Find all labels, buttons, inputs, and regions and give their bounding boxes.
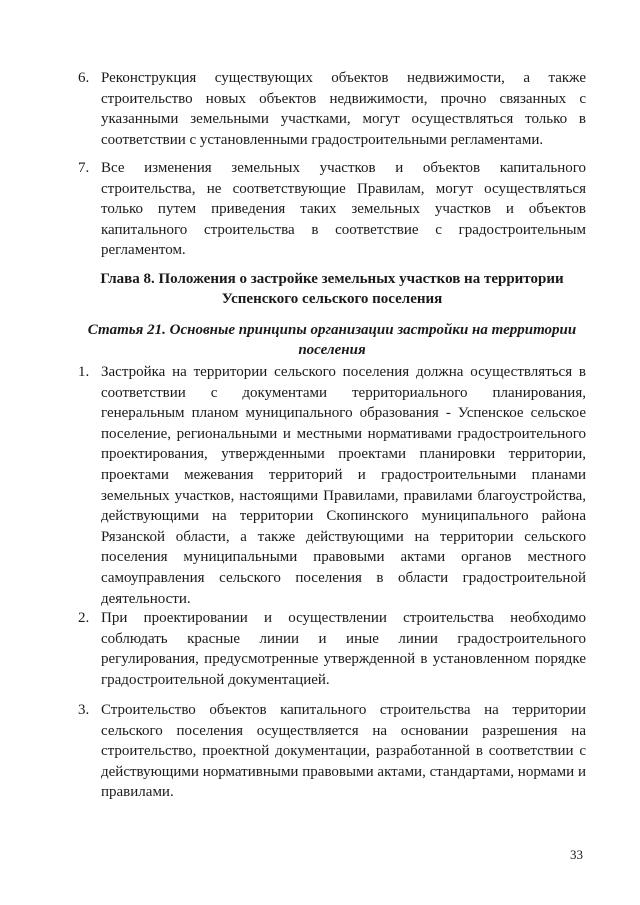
list-item-3 <box>78 700 586 803</box>
article-heading <box>78 320 586 360</box>
chapter-heading-line1: Глава 8. Положения о застройке земельных участков на территории <box>100 271 564 287</box>
page-number: 33 <box>570 847 583 862</box>
article-heading-line2: поселения <box>298 342 366 358</box>
list-item-text: Строительство объектов капитального строительства на территории сельского поселения осуществляется на основании разрешения на строительство, проектной документации, разработанной в соответствии с действующими нормативными правовыми актами, стандартами, нормами и правилами. <box>101 702 586 801</box>
list-item-1 <box>78 362 586 609</box>
list-item-number: 6. <box>78 70 90 86</box>
article-heading-line1: Статья 21. Основные принципы организации застройки на территории <box>87 322 577 338</box>
list-item-number: 3. <box>78 702 90 718</box>
list-item-6 <box>78 68 586 150</box>
list-item-text: При проектировании и осуществлении строительства необходимо соблюдать красные линии и иные линии градостроительного регулирования, предусмотренные утвержденной в установленном порядке градостроительной документацией. <box>101 610 586 688</box>
chapter-heading <box>78 269 586 309</box>
chapter-heading-line2: Успенского сельского поселения <box>221 291 443 307</box>
list-item-number: 7. <box>78 160 90 176</box>
list-item-7 <box>78 158 586 261</box>
list-item-text: Все изменения земельных участков и объектов капитального строительства, не соответствующие Правилам, могут осуществляться только путем приведения таких земельных участков и объектов капитального строительства в соответствие с градостроительным регламентом. <box>101 160 586 259</box>
list-item-number: 1. <box>78 364 90 380</box>
list-item-2 <box>78 608 586 690</box>
list-item-number: 2. <box>78 610 90 626</box>
list-item-text: Застройка на территории сельского поселения должна осуществляться в соответствии с документами территориального планирования, генеральным планом муниципального образования - Успенское сельское поселение, региональными и местными нормативами градостроительного проектирования, утвержденными проектами планировки территории, проектами межевания территорий и градостроительными планами земельных участков, настоящими Правилами, правилами благоустройства, действующими на территории Скопинского муниципального района Рязанской области, а также действующими на территории сельского поселения муниципальными правовыми актами органов местного самоуправления сельского поселения в области градостроительной деятельности. <box>101 364 586 607</box>
list-item-text: Реконструкция существующих объектов недвижимости, а также строительство новых объектов недвижимости, прочно связанных с указанными земельными участками, могут осуществляться только в соответствии с установленными градостроительными регламентами. <box>101 70 586 148</box>
